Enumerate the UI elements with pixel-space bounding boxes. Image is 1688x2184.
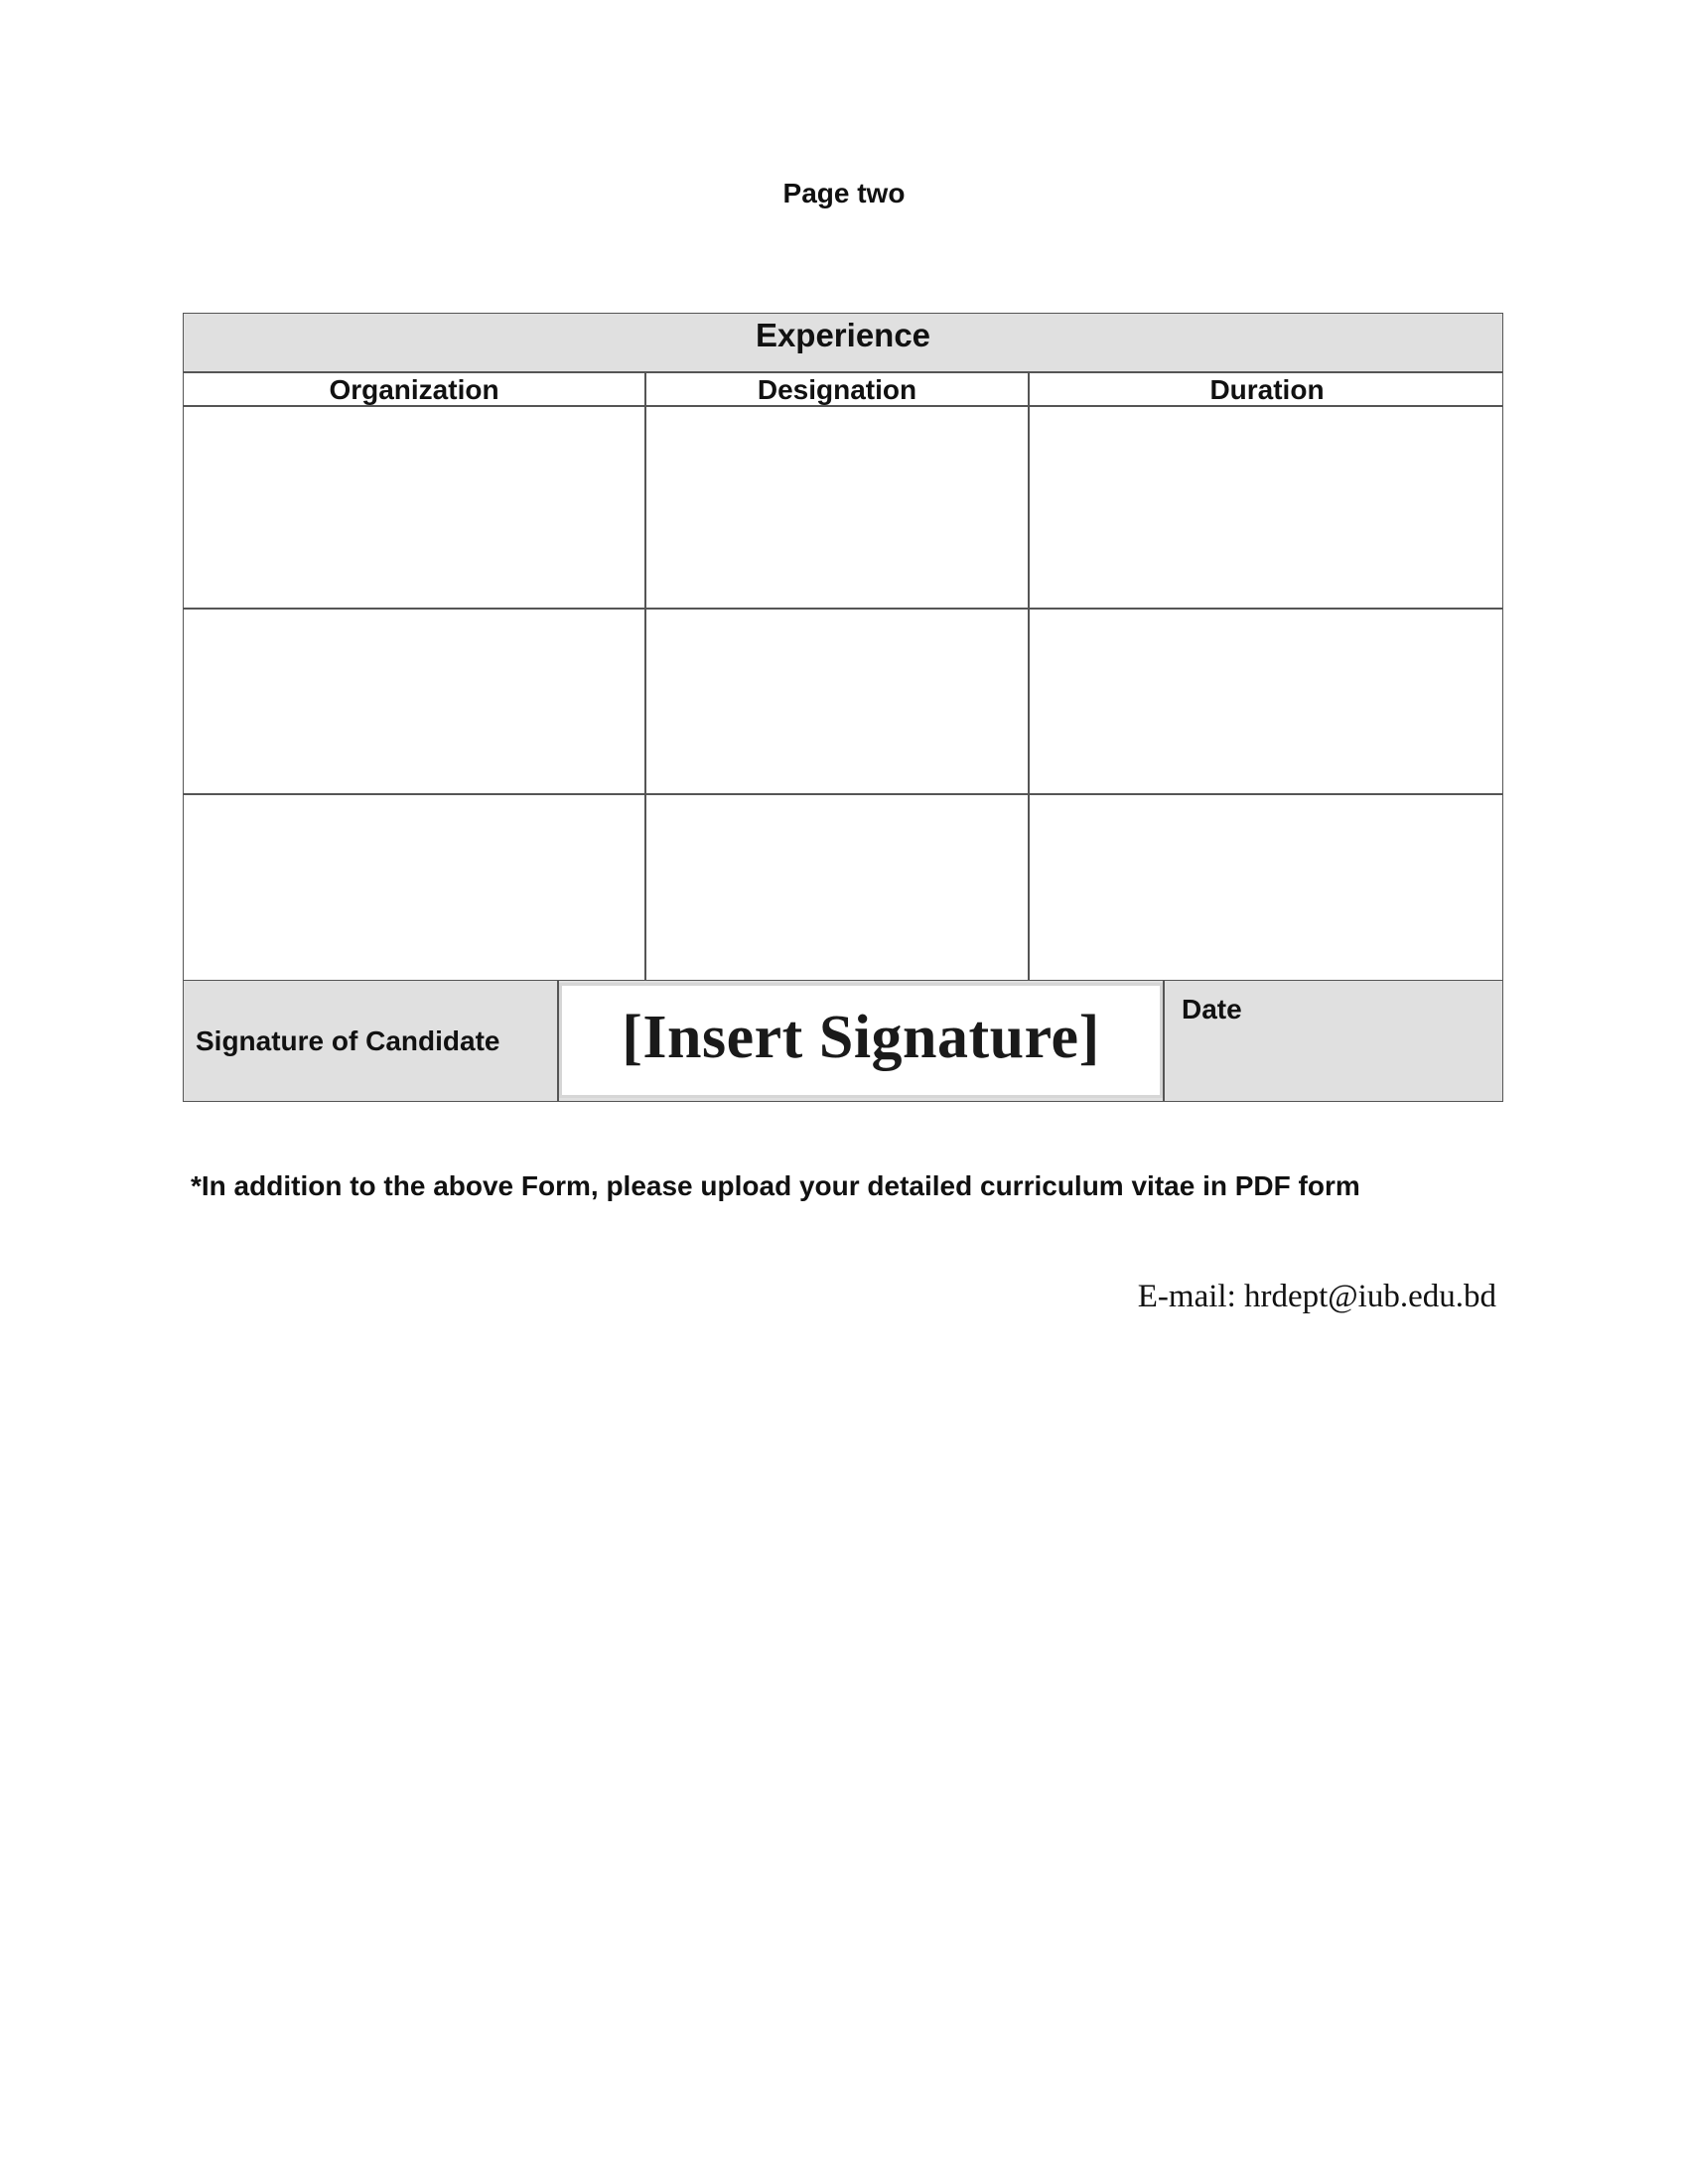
- duration-cell[interactable]: [1030, 407, 1504, 608]
- column-header-duration: Duration: [1209, 374, 1325, 405]
- column-header-organization: Organization: [329, 374, 499, 405]
- designation-cell[interactable]: [646, 610, 1028, 793]
- page-title: Page two: [782, 178, 906, 208]
- signature-field[interactable]: [559, 983, 1163, 1098]
- designation-cell[interactable]: [646, 407, 1028, 608]
- duration-cell[interactable]: [1030, 795, 1504, 980]
- organization-cell[interactable]: [184, 610, 644, 793]
- date-label: Date: [1182, 994, 1242, 1024]
- designation-cell[interactable]: [646, 795, 1028, 980]
- experience-form-table: [183, 313, 1503, 1102]
- signature-row: [184, 981, 1502, 1101]
- signature-placeholder: [Insert Signature]: [622, 1003, 1100, 1071]
- column-header-designation: Designation: [757, 374, 917, 405]
- contact-email: E-mail: hrdept@iub.edu.bd: [1137, 1279, 1496, 1314]
- organization-cell[interactable]: [184, 795, 644, 980]
- cv-upload-note: *In addition to the above Form, please upload your detailed curriculum vitae in PDF form: [191, 1170, 1360, 1201]
- divider: [1163, 981, 1165, 1101]
- duration-cell[interactable]: [1030, 610, 1504, 793]
- signature-label: Signature of Candidate: [196, 1025, 500, 1056]
- experience-heading: Experience: [184, 314, 1502, 371]
- organization-cell[interactable]: [184, 407, 644, 608]
